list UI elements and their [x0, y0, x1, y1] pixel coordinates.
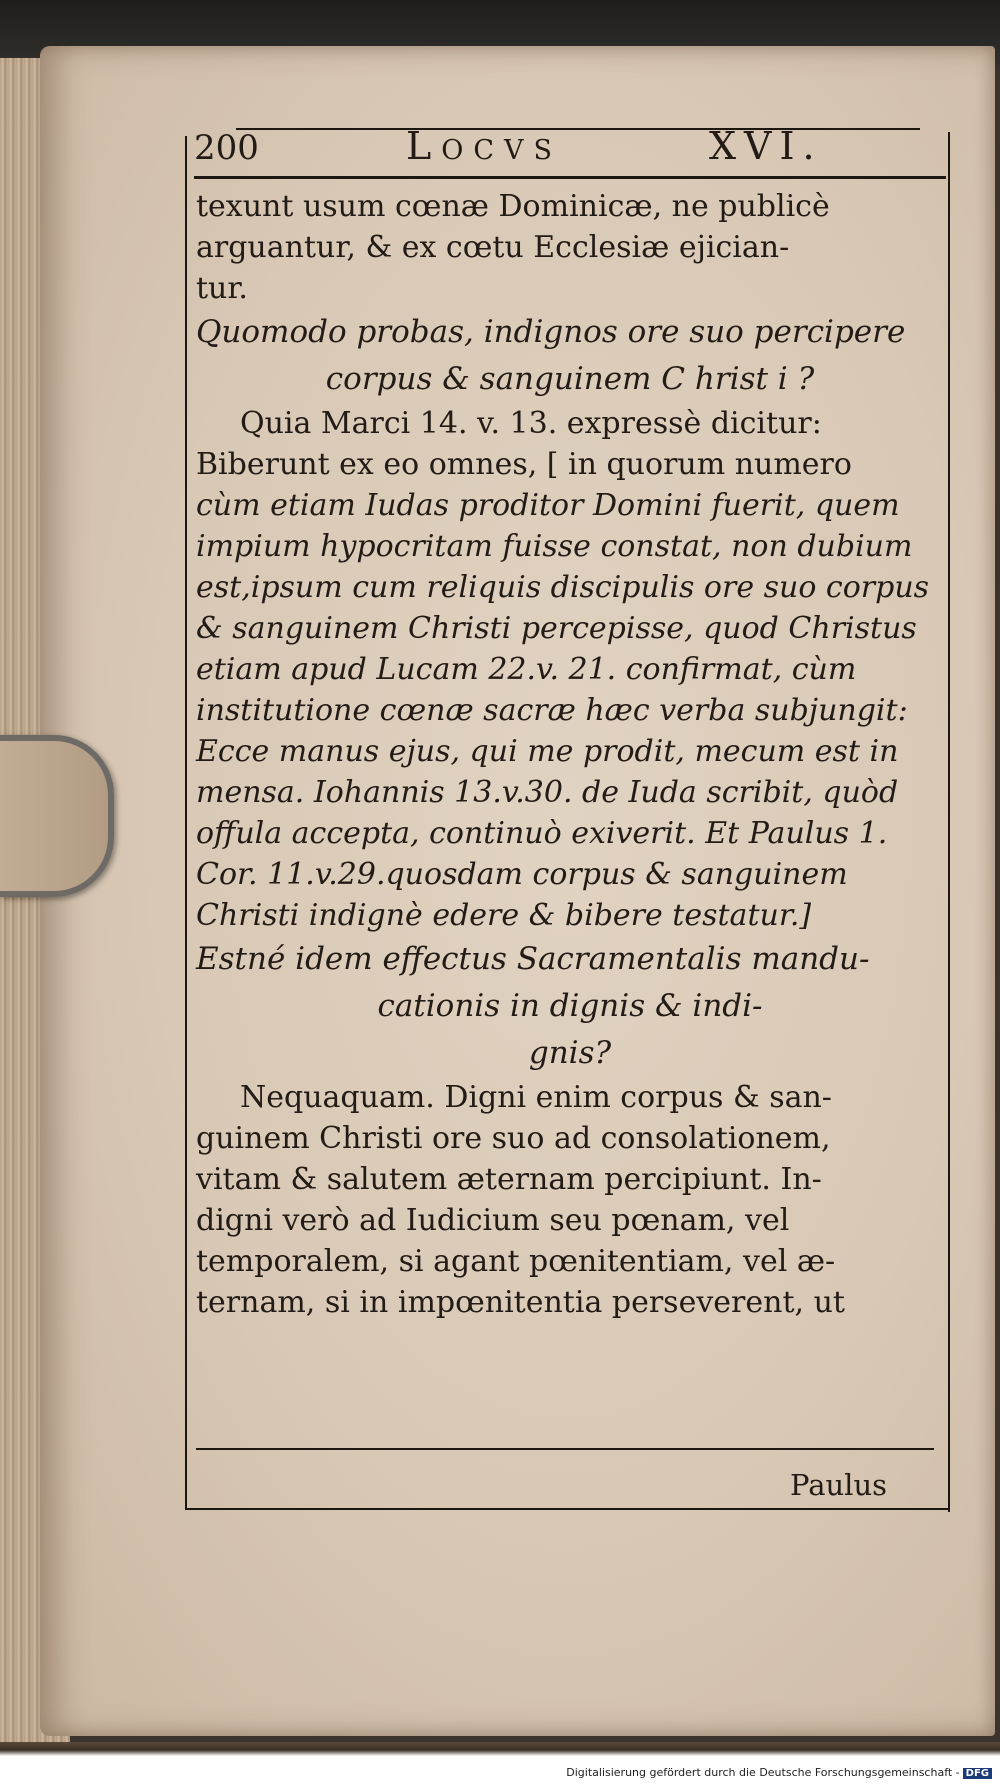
text-line: Biberunt ex eo omnes, [ in quorum numero [196, 447, 852, 482]
digitization-credit [566, 1766, 992, 1779]
header-title: Locvs [406, 124, 563, 168]
text-line: Quomodo probas, indignos ore suo percipere [196, 314, 906, 350]
text-line: Quia Marci 14. v. 13. expressè dicitur: [240, 406, 822, 441]
text-line: tur. [196, 271, 248, 306]
text-line: cùm etiam Iudas proditor Domini fuerit, quem [196, 488, 900, 523]
text-line: est,ipsum cum reliquis discipulis ore suo corpus [196, 570, 930, 605]
text-line: Christi indignè edere & bibere testatur.] [196, 898, 812, 933]
bottom-text-rule [196, 1448, 934, 1450]
text-line: Estné idem effectus Sacramentalis mandu- [196, 941, 870, 977]
text-line: texunt usum cœnæ Dominicæ, ne publicè [196, 189, 830, 224]
text-line: Ecce manus ejus, qui me prodit, mecum est in [196, 734, 899, 769]
text-line: & sanguinem Christi percepisse, quod Christus [196, 611, 917, 646]
page-number: 200 [194, 128, 259, 168]
text-line: Nequaquam. Digni enim corpus & san- [240, 1080, 832, 1115]
text-line: etiam apud Lucam 22.v. 21. confirmat, cùm [196, 652, 857, 687]
header-bottom-rule [194, 176, 946, 179]
catchword: Paulus [790, 1468, 888, 1502]
dfg-logo: DFG [963, 1768, 992, 1779]
text-line: gnis? [528, 1035, 612, 1071]
text-line: digni verò ad Iudicium seu pœnam, vel [196, 1203, 790, 1238]
book-clasp [0, 735, 114, 897]
text-line: ternam, si in impœnitentia perseverent, ut [196, 1285, 845, 1320]
text-line: corpus & sanguinem C hrist i ? [325, 361, 815, 397]
text-line: impium hypocritam fuisse constat, non dubium [196, 529, 913, 564]
text-line: vitam & salutem æternam percipiunt. In- [196, 1162, 822, 1197]
text-frame-right [948, 132, 950, 1512]
text-line: offula accepta, continuò exiverit. Et Paulus 1. [196, 816, 888, 851]
text-line: arguantur, & ex cœtu Ecclesiæ ejician- [196, 230, 790, 265]
text-line: cationis in dignis & indi- [377, 988, 763, 1024]
frame-bottom-rule [186, 1508, 948, 1510]
running-header [194, 124, 946, 174]
credit-text: Digitalisierung gefördert durch die Deutsche Forschungsgemeinschaft - [566, 1766, 960, 1779]
text-block [196, 186, 944, 1323]
header-section-number: XVI. [709, 124, 823, 168]
text-line: guinem Christi ore suo ad consolationem, [196, 1121, 831, 1156]
text-frame-left [185, 136, 187, 1510]
text-line: institutione cœnæ sacræ hæc verba subjungit: [196, 693, 908, 728]
text-line: mensa. Iohannis 13.v.30. de Iuda scribit, quòd [196, 775, 899, 810]
text-line: temporalem, si agant pœnitentiam, vel æ- [196, 1244, 836, 1279]
text-line: Cor. 11.v.29.quosdam corpus & sanguinem [196, 857, 848, 892]
